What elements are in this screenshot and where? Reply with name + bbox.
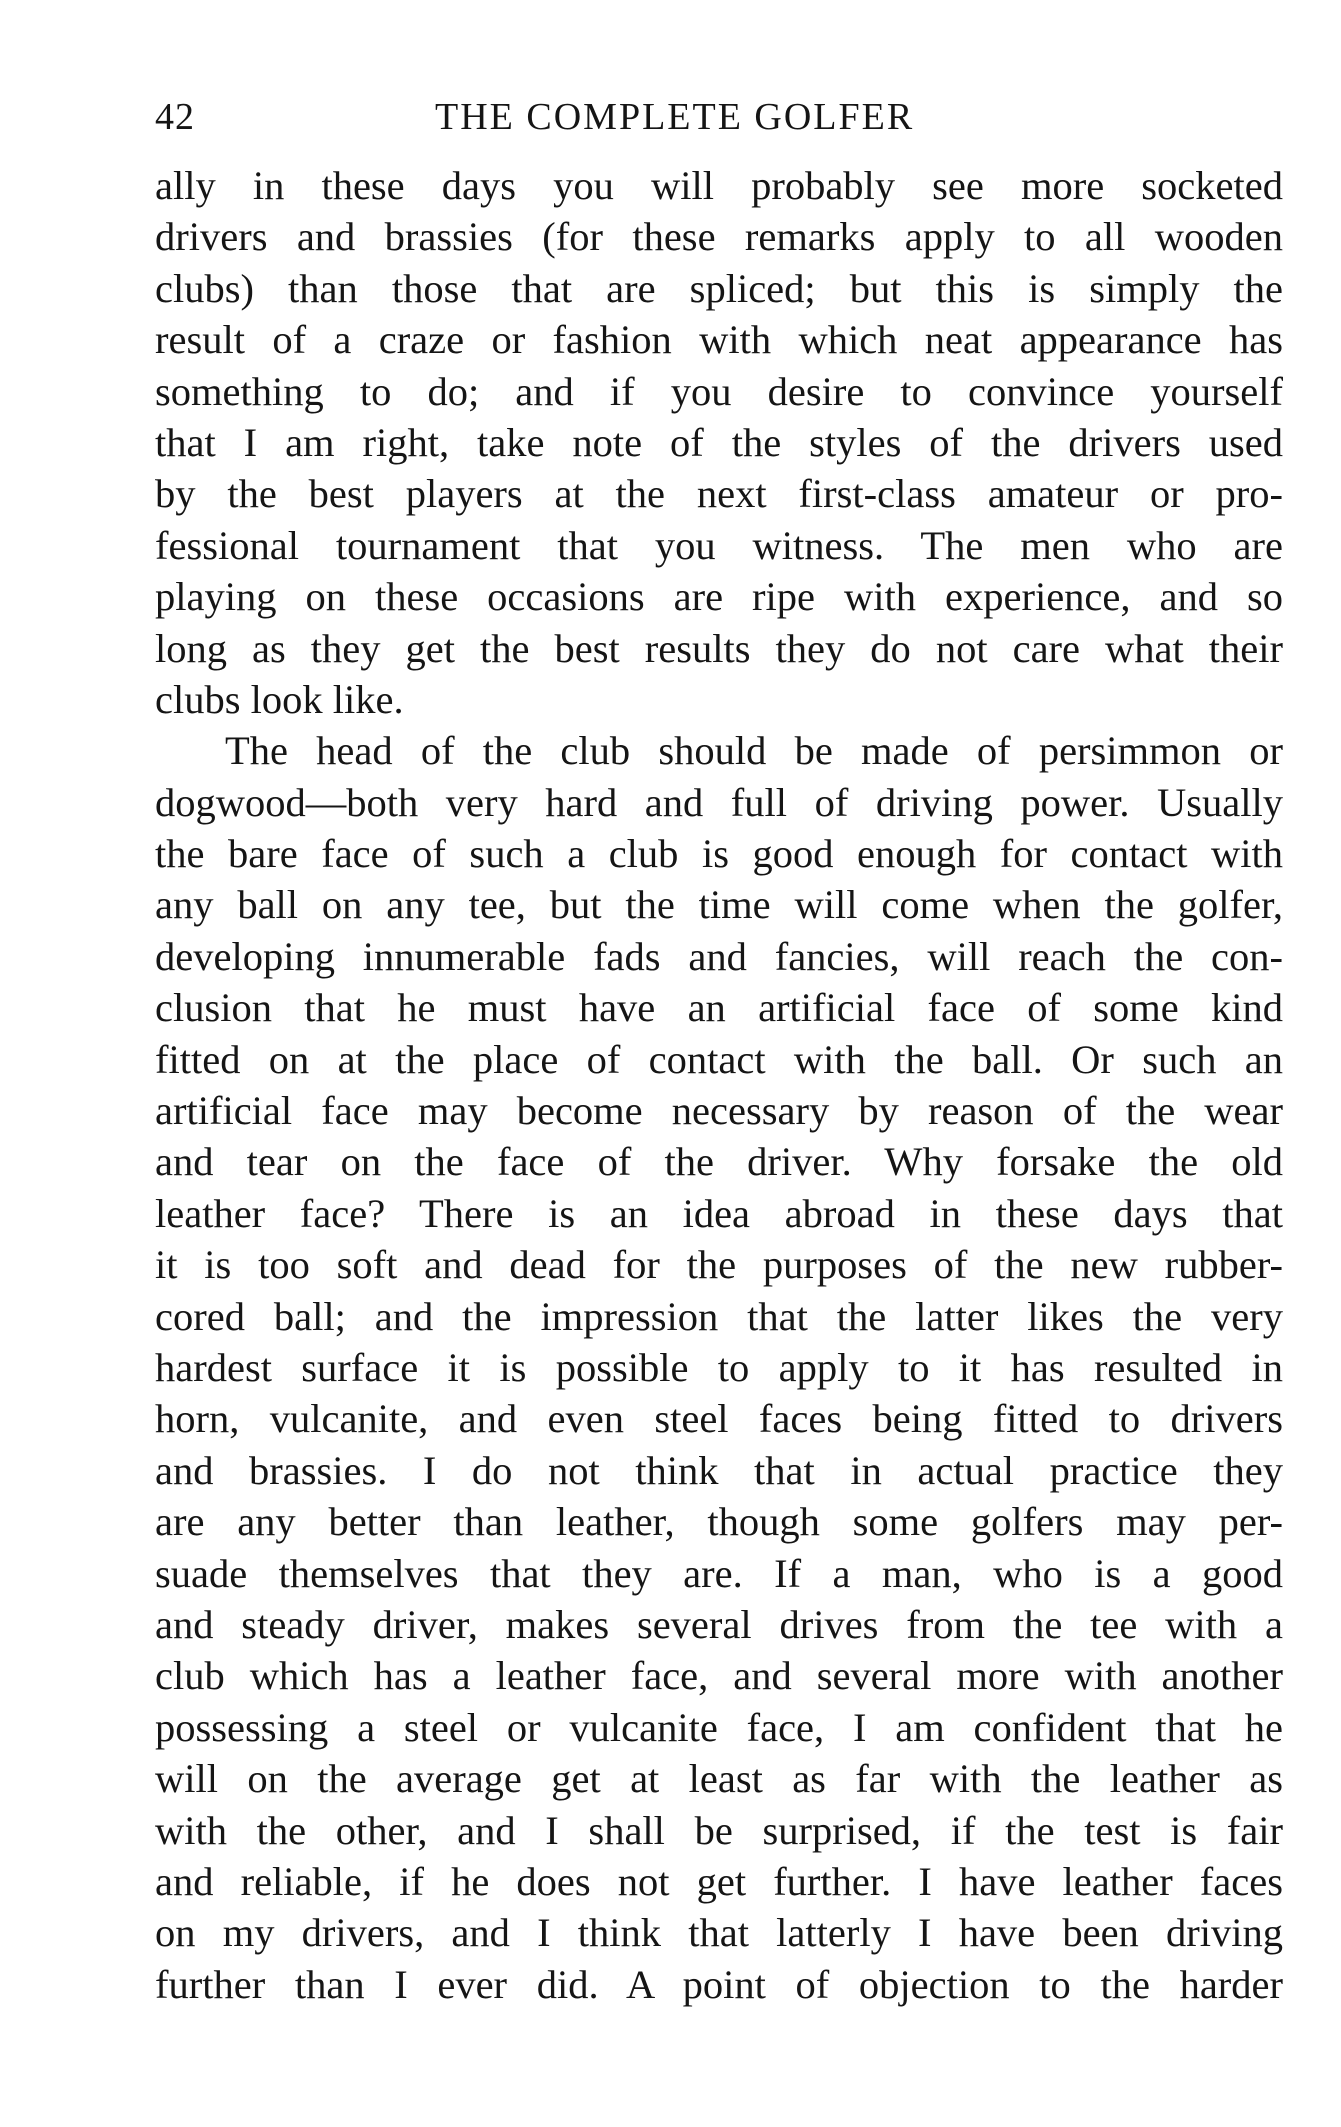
text-line: something to do; and if you desire to convince yourself <box>155 368 1283 414</box>
text-line: fessional tournament that you witness. The men who are <box>155 522 1283 568</box>
text-line: on my drivers, and I think that latterly I have been driving <box>155 1910 1283 1956</box>
text-line: clusion that he must have an artificial face of some kind <box>155 985 1283 1031</box>
text-line: long as they get the best results they do not care what their <box>155 625 1283 671</box>
text-line: and tear on the face of the driver. Why forsake the old <box>155 1139 1283 1185</box>
text-line: suade themselves that they are. If a man, who is a good <box>155 1550 1283 1596</box>
running-title: THE COMPLETE GOLFER <box>435 96 915 138</box>
text-line: clubs look like. <box>155 676 404 722</box>
text-line: clubs) than those that are spliced; but this is simply the <box>155 265 1283 311</box>
text-line: further than I ever did. A point of objection to the harder <box>155 1961 1283 2007</box>
text-line: that I am right, take note of the styles of the drivers used <box>155 419 1283 465</box>
text-line: will on the average get at least as far with the leather as <box>155 1756 1283 1802</box>
text-line: and steady driver, makes several drives from the tee with a <box>155 1601 1283 1647</box>
text-line: possessing a steel or vulcanite face, I am confident that he <box>155 1704 1283 1750</box>
body-text <box>155 160 1283 2010</box>
text-line: by the best players at the next first-class amateur or pro- <box>155 471 1283 517</box>
text-line: and brassies. I do not think that in actual practice they <box>155 1447 1283 1493</box>
text-line: the bare face of such a club is good enough for contact with <box>155 831 1283 877</box>
text-line: result of a craze or fashion with which neat appearance has <box>155 317 1283 363</box>
running-head <box>155 92 1283 142</box>
text-line: it is too soft and dead for the purposes of the new rubber- <box>155 1242 1283 1288</box>
text-line: artificial face may become necessary by reason of the wear <box>155 1088 1283 1134</box>
page-number: 42 <box>155 96 195 138</box>
text-line: horn, vulcanite, and even steel faces being fitted to drivers <box>155 1396 1283 1442</box>
text-line: are any better than leather, though some golfers may per- <box>155 1499 1283 1545</box>
text-line: hardest surface it is possible to apply to it has resulted in <box>155 1344 1283 1390</box>
text-line: with the other, and I shall be surprised, if the test is fair <box>155 1807 1283 1853</box>
text-line: leather face? There is an idea abroad in these days that <box>155 1190 1283 1236</box>
paragraph <box>155 160 1283 725</box>
text-line: cored ball; and the impression that the latter likes the very <box>155 1293 1283 1339</box>
text-line: The head of the club should be made of persimmon or <box>225 728 1283 774</box>
text-line: dogwood—both very hard and full of driving power. Usually <box>155 779 1283 825</box>
text-line: drivers and brassies (for these remarks apply to all wooden <box>155 214 1283 260</box>
text-line: ally in these days you will probably see more socketed <box>155 163 1283 208</box>
paragraph <box>155 725 1283 2010</box>
text-line: playing on these occasions are ripe with experience, and so <box>155 574 1283 620</box>
text-line: developing innumerable fads and fancies, will reach the con- <box>155 933 1283 979</box>
text-line: club which has a leather face, and several more with another <box>155 1653 1283 1699</box>
text-line: fitted on at the place of contact with the ball. Or such an <box>155 1036 1283 1082</box>
text-line: and reliable, if he does not get further. I have leather faces <box>155 1858 1283 1904</box>
text-line: any ball on any tee, but the time will come when the golfer, <box>155 882 1283 928</box>
